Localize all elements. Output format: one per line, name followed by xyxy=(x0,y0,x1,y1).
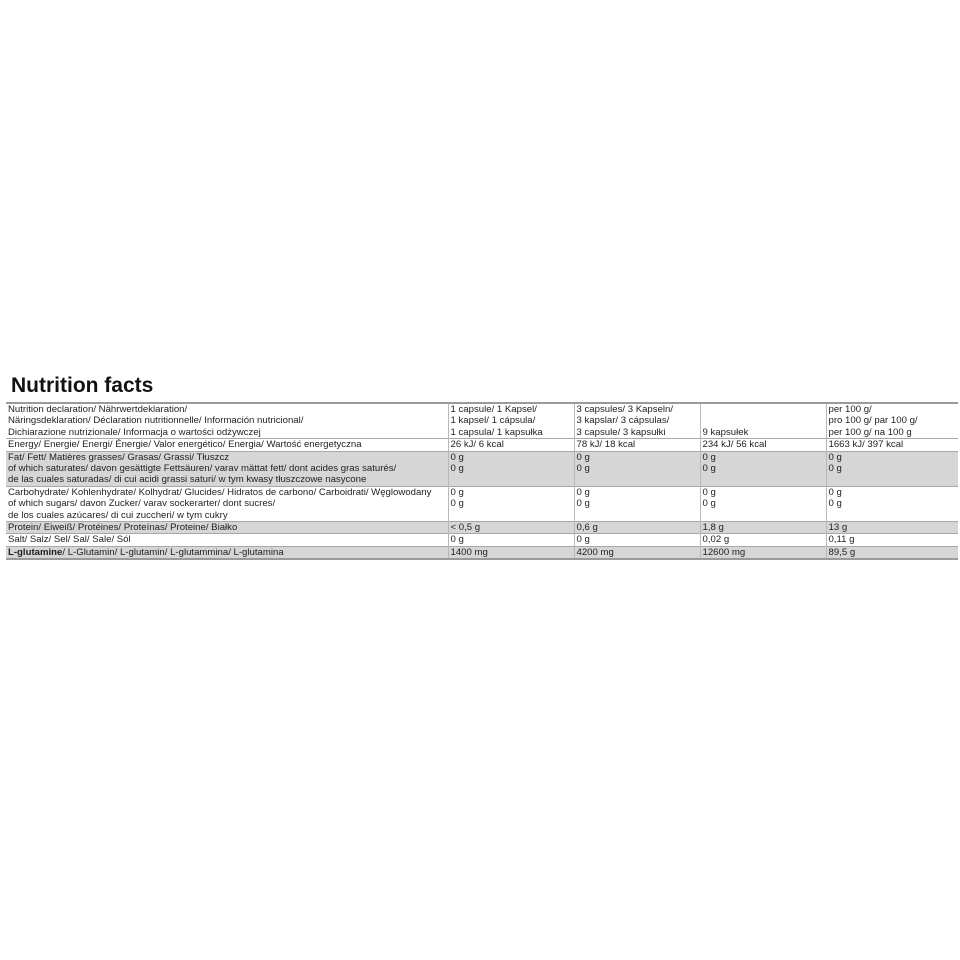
header-col-line: per 100 g/ xyxy=(828,404,872,415)
cell-value xyxy=(826,534,958,546)
value-line: 0 g xyxy=(450,486,464,498)
header-label-line: Dichiarazione nutrizionale/ Informacja o wartości odżywczej xyxy=(8,426,261,438)
header-col-line: pro 100 g/ par 100 g/ xyxy=(828,415,918,427)
header-col-line: 3 kapslar/ 3 cápsulas/ xyxy=(576,415,670,427)
row-label-line: of which saturates/ davon gesättigte Fettsäuren/ varav mättat fett/ dont acides gras saturés/ xyxy=(8,463,397,475)
row-label-line xyxy=(8,547,448,558)
row-label-line: Carbohydrate/ Kohlenhydrate/ Kolhydrat/ Glucides/ Hidratos de carbono/ Carboidrati/ Węglowodany xyxy=(8,486,432,498)
value-line: 0 g xyxy=(450,463,464,475)
header-col-line: 1 capsula/ 1 kapsułka xyxy=(450,426,543,438)
row-label-line: de los cuales azúcares/ di cui zuccheri/ w tym cukry xyxy=(8,509,228,521)
cell-value xyxy=(826,439,958,451)
value-line: 0 g xyxy=(702,486,716,498)
nutrition-table xyxy=(6,404,958,560)
header-col-line: 9 kapsułek xyxy=(702,426,749,438)
cell-value xyxy=(700,439,826,451)
cell-value xyxy=(448,486,574,521)
value-line: 0 g xyxy=(576,498,590,510)
table-row-protein xyxy=(6,522,958,534)
value-line: < 0,5 g xyxy=(450,522,481,534)
value-line: 0 g xyxy=(828,486,842,498)
header-col-9-capsules xyxy=(700,404,826,439)
table-row-l-glutamine xyxy=(6,546,958,559)
value-line: 26 kJ/ 6 kcal xyxy=(450,439,504,451)
value-line: 0,6 g xyxy=(576,522,598,534)
cell-value xyxy=(574,546,700,559)
header-label-line: Nutrition declaration/ Nährwertdeklaration/ xyxy=(8,404,188,415)
value-line: 0 g xyxy=(450,451,464,463)
header-col-line: 3 capsule/ 3 kapsułki xyxy=(576,426,666,438)
row-label-line: Fat/ Fett/ Matières grasses/ Grasas/ Grassi/ Tłuszcz xyxy=(8,451,230,463)
header-label-cell xyxy=(6,404,448,439)
cell-value xyxy=(700,486,826,521)
row-label xyxy=(6,439,448,451)
value-line: 13 g xyxy=(828,522,848,534)
nutrition-facts-panel xyxy=(6,372,958,560)
cell-value xyxy=(574,534,700,546)
value-line: 0 g xyxy=(828,451,842,463)
value-line: 0 g xyxy=(450,534,464,546)
row-label-line: of which sugars/ davon Zucker/ varav sockerarter/ dont sucres/ xyxy=(8,498,276,510)
value-line: 0 g xyxy=(576,463,590,475)
cell-value xyxy=(700,522,826,534)
cell-value xyxy=(574,451,700,486)
header-col-1-capsule xyxy=(448,404,574,439)
cell-value xyxy=(574,522,700,534)
table-row-energy xyxy=(6,439,958,451)
value-line: 0 g xyxy=(576,451,590,463)
header-col-3-capsules xyxy=(574,404,700,439)
header-col-per-100g xyxy=(826,404,958,439)
row-label-rest: / L-Glutamin/ L-glutamin/ L-glutammina/ L-glutamina xyxy=(62,546,284,558)
header-label-line: Näringsdeklaration/ Déclaration nutritionnelle/ Información nutricional/ xyxy=(8,415,304,427)
cell-value xyxy=(826,486,958,521)
cell-value xyxy=(448,522,574,534)
row-label-line: Salt/ Salz/ Sel/ Sal/ Sale/ Sól xyxy=(8,534,131,546)
value-line: 0 g xyxy=(576,486,590,498)
value-line: 0 g xyxy=(828,463,842,475)
row-label-bold: L-glutamine xyxy=(8,546,63,558)
value-line: 0,11 g xyxy=(828,534,855,546)
row-label-line: de las cuales saturadas/ di cui acidi grassi saturi/ w tym kwasy tłuszczowe nasycone xyxy=(8,474,367,486)
value-line: 89,5 g xyxy=(828,546,856,558)
cell-value xyxy=(574,439,700,451)
cell-value xyxy=(448,439,574,451)
value-line: 1,8 g xyxy=(702,522,724,534)
cell-value xyxy=(826,451,958,486)
cell-value xyxy=(700,546,826,559)
value-line: 0 g xyxy=(702,463,716,475)
row-label xyxy=(6,522,448,534)
row-label-line: Energy/ Energie/ Energi/ Énergie/ Valor energético/ Energia/ Wartość energetyczna xyxy=(8,439,362,451)
value-line: 12600 mg xyxy=(702,546,746,558)
cell-value xyxy=(700,451,826,486)
cell-value xyxy=(826,546,958,559)
value-line: 1663 kJ/ 397 kcal xyxy=(828,439,904,451)
value-line: 0,02 g xyxy=(702,534,730,546)
value-line: 78 kJ/ 18 kcal xyxy=(576,439,636,451)
value-line: 0 g xyxy=(702,498,716,510)
cell-value xyxy=(448,546,574,559)
table-row-carbohydrate xyxy=(6,486,958,521)
cell-value xyxy=(700,534,826,546)
row-label xyxy=(6,451,448,486)
table-row-fat xyxy=(6,451,958,486)
cell-value xyxy=(448,534,574,546)
value-line: 0 g xyxy=(576,534,590,546)
value-line: 1400 mg xyxy=(450,546,488,558)
header-col-line: 3 capsules/ 3 Kapseln/ xyxy=(576,404,674,415)
header-col-line: 1 kapsel/ 1 cápsula/ xyxy=(450,415,536,427)
panel-title: Nutrition facts xyxy=(11,374,154,397)
header-col-line: per 100 g/ na 100 g xyxy=(828,426,912,438)
row-label xyxy=(6,546,448,559)
cell-value xyxy=(448,451,574,486)
row-label xyxy=(6,486,448,521)
value-line: 234 kJ/ 56 kcal xyxy=(702,439,767,451)
table-row-salt xyxy=(6,534,958,546)
table-header-row xyxy=(6,404,958,439)
row-label xyxy=(6,534,448,546)
cell-value xyxy=(574,486,700,521)
value-line: 0 g xyxy=(450,498,464,510)
value-line: 0 g xyxy=(702,451,716,463)
value-line: 0 g xyxy=(828,498,842,510)
header-col-line: 1 capsule/ 1 Kapsel/ xyxy=(450,404,537,415)
row-label-line: Protein/ Eiweiß/ Protéines/ Proteínas/ Proteine/ Białko xyxy=(8,522,238,534)
value-line: 4200 mg xyxy=(576,546,614,558)
cell-value xyxy=(826,522,958,534)
